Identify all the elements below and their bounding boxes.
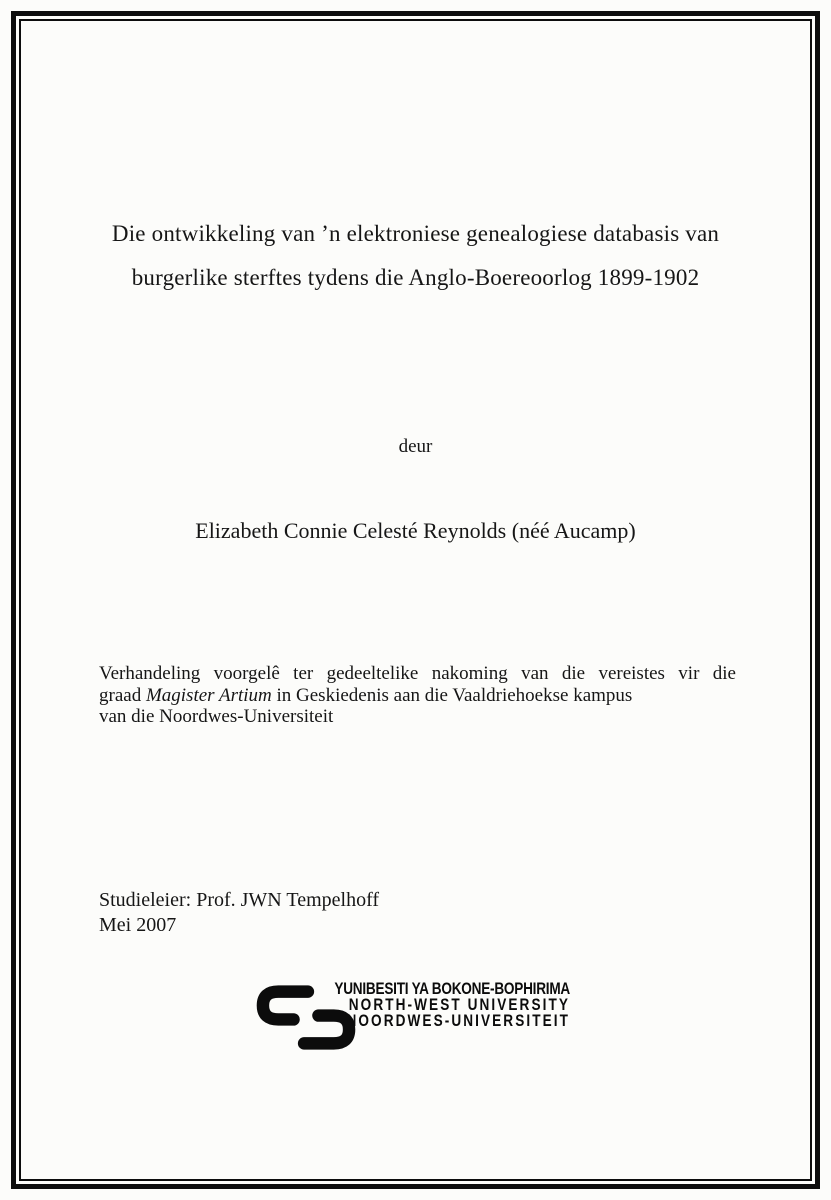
university-name-setswana: YUNIBESITI YA BOKONE-BOPHIRIMA: [334, 979, 570, 998]
university-logo: [256, 981, 570, 1057]
supervisor-block: [99, 888, 379, 938]
byline-label: deur: [398, 436, 433, 457]
date-line: Mei 2007: [99, 914, 177, 936]
author-name: Elizabeth Connie Celesté Reynolds (néé Aucamp): [195, 518, 636, 543]
thesis-title: [70, 212, 761, 300]
university-name-afrikaans: NOORDWES-UNIVERSITEIT: [346, 1011, 570, 1030]
degree-suffix: in Geskiedenis aan die Vaaldriehoekse kampus: [271, 684, 633, 706]
university-name-block: [319, 981, 570, 1029]
thesis-title-line-2: burgerlike sterftes tydens die Anglo-Boereoorlog 1899-1902: [131, 265, 700, 290]
university-name-english: NORTH-WEST UNIVERSITY: [348, 995, 570, 1014]
supervisor-line: Studieleier: Prof. JWN Tempelhoff: [99, 889, 380, 911]
degree-prefix: graad: [99, 684, 146, 706]
thesis-title-line-1: Die ontwikkeling van ’n elektroniese genealogiese databasis van: [111, 221, 720, 246]
submission-statement: [99, 663, 736, 728]
degree-name: Magister Artium: [145, 684, 272, 706]
submission-statement-line-1: Verhandeling voorgelê ter gedeeltelike nakoming van die vereistes vir die: [99, 663, 736, 684]
submission-statement-line-2: [99, 685, 736, 707]
submission-statement-line-3: van die Noordwes-Universiteit: [99, 706, 334, 727]
